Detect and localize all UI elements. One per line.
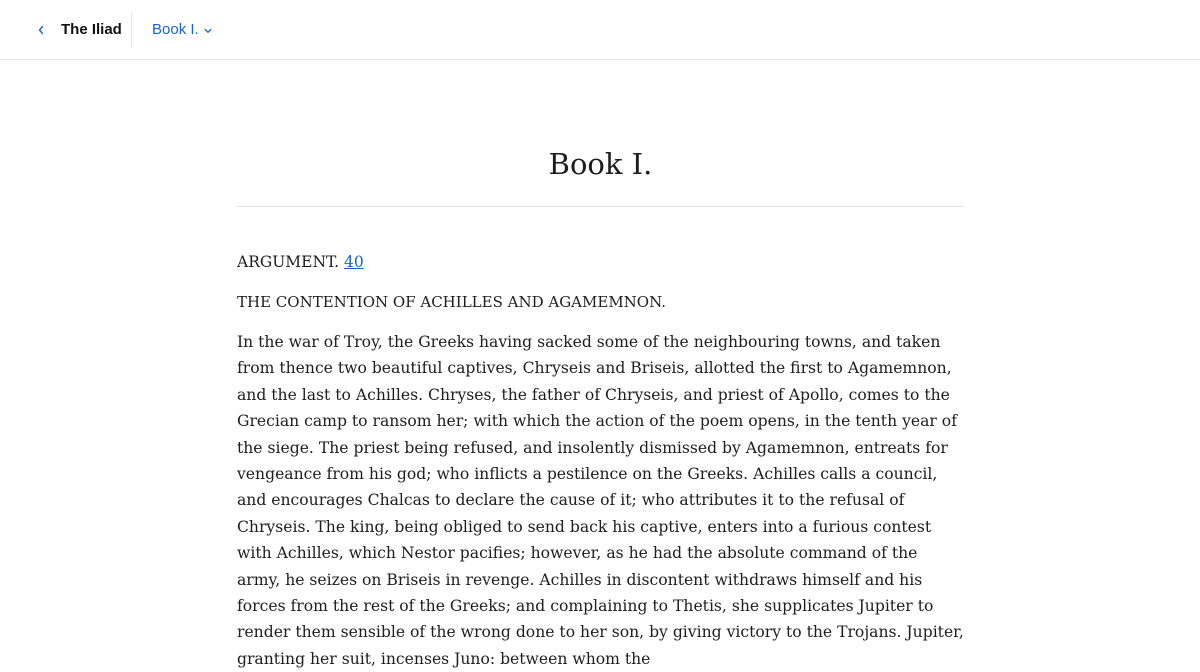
chevron-left-icon	[37, 25, 45, 35]
book-title[interactable]: The Iliad	[61, 21, 122, 38]
header-divider	[131, 12, 132, 48]
reader-content	[237, 60, 964, 668]
argument-line	[237, 250, 364, 274]
argument-note-link[interactable]: 40	[343, 253, 364, 271]
argument-paragraph: In the war of Troy, the Greeks having sacked some of the neighbouring towns, and taken from thence two beautiful captives, Chryseis and Briseis, allotted the first to Agamemnon, and the last to Achilles. Chryses, the father of Chryseis, and priest of Apollo, comes to the Grecian camp to ransom her; with which the action of the poem opens, in the tenth year of the siege. The priest being refused, and insolently dismissed by Agamemnon, entreats for vengeance from his god; who inflicts a pestilence on the Greeks. Achilles calls a council, and encourages Chalcas to declare the cause of it; who attributes it to the refusal of Chryseis. The king, being obliged to send back his captive, enters into a furious contest with Achilles, which Nestor pacifies; however, as he had the absolute command of the army, he seizes on Briseis in revenge. Achilles in discontent withdraws himself and his forces from the rest of the Greeks; and complaining to Thetis, she supplicates Jupiter to render them sensible of the wrong done to her son, by giving victory to the Trojans. Jupiter, granting her suit, incenses Juno: between whom the	[237, 333, 964, 668]
chapter-selector-label: Book I.	[152, 21, 199, 38]
back-button[interactable]	[30, 18, 52, 42]
chevron-down-icon	[204, 28, 212, 34]
top-bar	[0, 0, 1200, 60]
chapter-heading: Book I.	[237, 60, 964, 207]
chapter-selector[interactable]	[152, 20, 212, 40]
argument-subtitle: THE CONTENTION OF ACHILLES AND AGAMEMNON.	[237, 293, 667, 311]
argument-label: ARGUMENT.	[237, 253, 340, 271]
